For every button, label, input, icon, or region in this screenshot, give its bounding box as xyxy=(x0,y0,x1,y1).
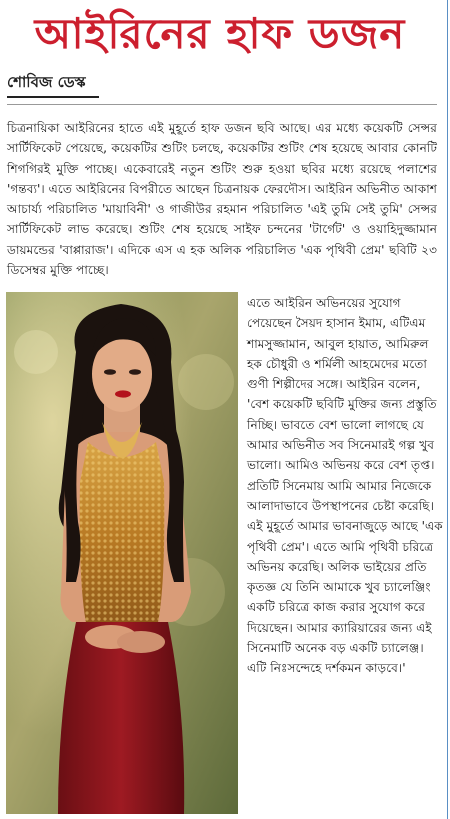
headline: আইরিনের হাফ ডজন xyxy=(34,9,406,58)
lead-paragraph: চিত্রনায়িকা আইরিনের হাতে এই মুহূর্তে হাফ ডজন ছবি আছে। এর মধ্যে কয়েকটি সেন্সর সার্টিফিকেট পেয়েছে, কয়েকটির শুটিং চলছে, কয়েকটির শুটিং শেষ হয়েছে আবার কোনটি শিগগিরই মুক্তি পাচ্ছে। একেবারেই নতুন শুটিং শুরু হওয়া ছবির মধ্যে রয়েছে পলাশের 'গন্তব্য'। এতে আইরিনের বিপরীতে আছেন চিত্রনায়ক ফেরদৌস। আইরিন অভিনীত আকাশ আচার্য্য পরিচালিত 'মায়াবিনী' ও গাজীউর রহমান পরিচালিত 'এই তুমি সেই তুমি' সেন্সর সার্টিফিকেট লাভ করেছে। শুটিং শেষ হয়েছে সাইফ চন্দনের 'টার্গেট' ও ওয়াহিদুজ্জামান ডায়মন্ডের 'বাপ্পারাজ'। এদিকে এস এ হক অলিক পরিচালিত 'এক পৃথিবী প্রেম' ছবিটি ২৩ ডিসেম্বর মুক্তি পাচ্ছে। xyxy=(7,121,437,278)
portrait-photo xyxy=(6,292,238,814)
column-text: এতে আইরিন অভিনয়ের সুযোগ পেয়েছেন সৈয়দ হাসান ইমাম, এটিএম শামসুজ্জামান, আবুল হায়াত, আমিরুল হক চৌধুরী ও শর্মিলী আহমেদের মতো গুণী শিল্পীদের সঙ্গে। আইরিন বলেন, 'বেশ কয়েকটি ছবিটি মুক্তির জন্য প্রস্তুতি নিচ্ছি। ভাবতে বেশ ভালো লাগছে যে আমার অভিনীত সব সিনেমারই গল্প খুব ভালো। আমিও অভিনয় করে বেশ তৃপ্ত। প্রতিটি সিনেমায় আমি আমার নিজেকে আলাদাভাবে উপস্থাপনের চেষ্টা করেছি। এই মুহূর্তে আমার ভাবনাজুড়ে আছে 'এক পৃথিবী প্রেম'। এতে আমি পৃথিবী চরিত্রে অভিনয় করেছি। অলিক ভাইয়ের প্রতি কৃতজ্ঞ যে তিনি আমাকে খুব চ্যালেঞ্জিং একটি চরিত্রে কাজ করার সুযোগ করে দিয়েছেন। আমার ক্যারিয়ারের জন্য এই সিনেমাটি অনেক বড় একটি চ্যালেঞ্জ। এটি নিঃসন্দেহে দর্শকমন কাড়বে।' xyxy=(247,296,443,676)
page-edge-line xyxy=(447,0,448,819)
byline-underline xyxy=(7,96,99,98)
section-divider xyxy=(7,104,437,105)
byline: শোবিজ ডেস্ক xyxy=(7,73,86,91)
